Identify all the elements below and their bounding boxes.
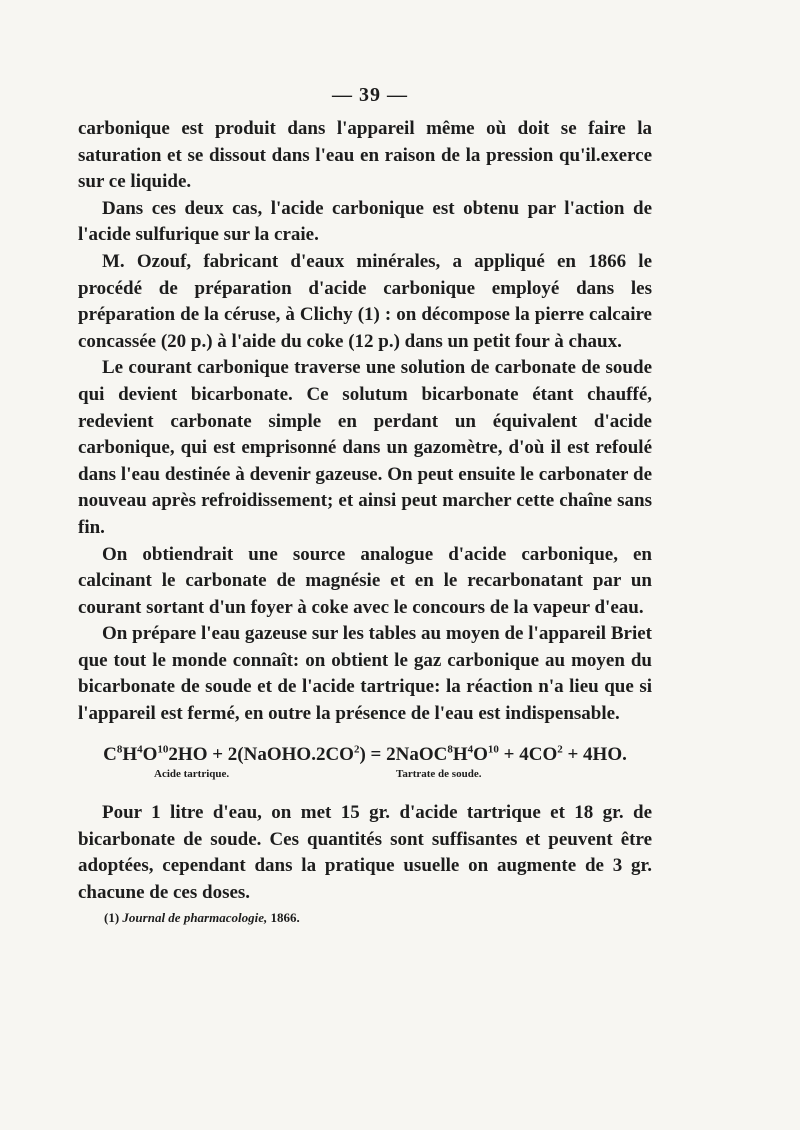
paragraph: Pour 1 litre d'eau, on met 15 gr. d'acide tartrique et 18 gr. de bicarbonate de soude. Ces quantités sont suffisantes et peuvent être adoptées, cependant dans la pratique usuelle on augmente de 3 gr. chacune de ces doses. — [78, 802, 652, 903]
footnote-year: 1866. — [270, 910, 300, 925]
footnote — [104, 910, 300, 926]
paragraph-text: : on décompose la pierre calcaire concassée (20 p.) à l'aide du coke (12 p.) dans un petit four à chaux. — [78, 304, 652, 352]
chemical-equation — [78, 742, 652, 786]
footnote-journal: Journal de pharmacologie, — [122, 910, 268, 925]
main-text-block-2 — [78, 800, 652, 906]
footnote-marker: (1) — [104, 910, 120, 925]
paragraph: Dans ces deux cas, l'acide carbonique est obtenu par l'action de l'acide sulfurique sur la craie. — [78, 197, 652, 246]
equation-text: $C^8H^4O^{10}2HO$ + $2(NaOHO.2CO^2)$ = $2NaOC^8H^4O^{10} + 4CO^2 + 4HO$. — [103, 743, 627, 765]
equation-label-left: Acide tartrique. — [154, 768, 230, 780]
footnote-reference: (1) — [357, 304, 380, 326]
paragraph-text: M. Ozouf, fabricant d'eaux minérales, a appliqué en 1866 le procédé de préparation d'acide carbonique employé dans les préparation de la céruse, à Clichy — [78, 250, 652, 326]
main-text-block — [78, 116, 652, 728]
paragraph: Le courant carbonique traverse une solution de carbonate de soude qui devient bicarbonate. Ce solutum bicarbonate étant chauffé, redevient carbonate simple en perdant un équivalent d'acide carbonique, qui est emprisonné dans un gazomètre, d'où il est refoulé dans l'eau destinée à devenir gazeuse. On peut ensuite le carbonater de nouveau après refroidissement; et ainsi peut marcher cette chaîne sans fin. — [78, 357, 652, 538]
paragraph: On obtiendrait une source analogue d'acide carbonique, en calcinant le carbonate de magnésie et en le recarbonatant par un courant sortant d'un foyer à coke avec le concours de la vapeur d'eau. — [78, 543, 652, 618]
equation-labels — [78, 768, 652, 786]
paragraph: On prépare l'eau gazeuse sur les tables au moyen de l'appareil Briet que tout le monde connaît: on obtient le gaz carbonique au moyen du bicarbonate de soude et de l'acide tartrique: la réaction n'a lieu que si l'appareil est fermé, en outre la présence de l'eau est indispensable. — [78, 623, 652, 725]
page-number: — 39 — — [332, 84, 408, 106]
paragraph: carbonique est produit dans l'appareil même où doit se faire la saturation et se dissout dans l'eau en raison de la pression qu'il.exerce sur ce liquide. — [78, 118, 652, 193]
equation-label-right: Tartrate de soude. — [396, 768, 482, 780]
paragraph — [78, 249, 652, 355]
